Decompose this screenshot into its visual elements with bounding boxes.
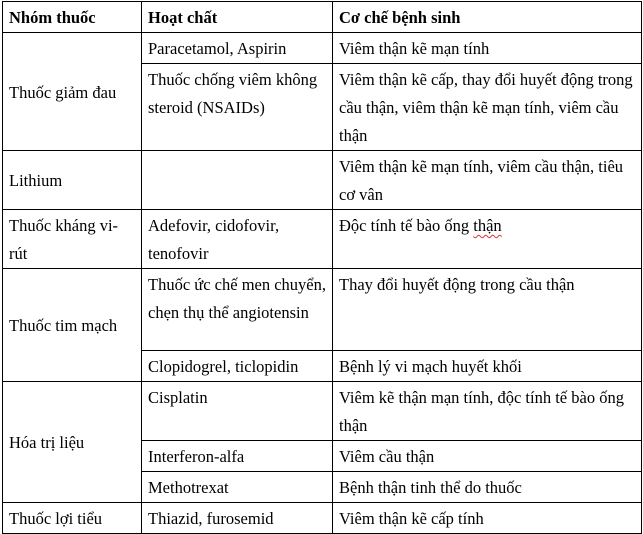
header-pathogenesis: Cơ chế bệnh sinh bbox=[333, 2, 642, 33]
ingredient-cell: Cisplatin bbox=[142, 382, 333, 441]
mechanism-cell: Thay đổi huyết động trong cầu thận bbox=[333, 269, 642, 351]
mechanism-text: Độc tính tế bào ống thận bbox=[339, 216, 502, 235]
mechanism-cell: Viêm cầu thận bbox=[333, 441, 642, 472]
group-name-cell: Hóa trị liệu bbox=[3, 382, 142, 503]
group-name-cell: Thuốc lợi tiểu bbox=[3, 503, 142, 534]
group-name-cell: Lithium bbox=[3, 151, 142, 210]
spellcheck-word: thận bbox=[473, 216, 502, 235]
table-row bbox=[3, 503, 642, 534]
mechanism-cell: Viêm thận kẽ mạn tính, viêm cầu thận, tiêu cơ vân bbox=[333, 151, 642, 210]
header-active-ingredient: Hoạt chất bbox=[142, 2, 333, 33]
mechanism-cell: Bệnh thận tinh thể do thuốc bbox=[333, 472, 642, 503]
group-name-cell: Thuốc giảm đau bbox=[3, 33, 142, 151]
table-row bbox=[3, 210, 642, 269]
drug-nephrotoxicity-table bbox=[2, 1, 642, 534]
mechanism-cell: Bệnh lý vi mạch huyết khối bbox=[333, 351, 642, 382]
ingredient-cell: Paracetamol, Aspirin bbox=[142, 33, 333, 64]
mechanism-cell: Viêm thận kẽ cấp tính bbox=[333, 503, 642, 534]
ingredient-cell: Thuốc ức chế men chuyển, chẹn thụ thể angiotensin bbox=[142, 269, 333, 351]
ingredient-cell: Thuốc chống viêm không steroid (NSAIDs) bbox=[142, 64, 333, 151]
table-header-row bbox=[3, 2, 642, 33]
group-name-cell: Thuốc kháng vi-rút bbox=[3, 210, 142, 269]
ingredient-cell: Methotrexat bbox=[142, 472, 333, 503]
header-drug-group: Nhóm thuốc bbox=[3, 2, 142, 33]
ingredient-cell: Adefovir, cidofovir, tenofovir bbox=[142, 210, 333, 269]
mechanism-cell: Viêm thận kẽ mạn tính bbox=[333, 33, 642, 64]
mechanism-cell: Viêm thận kẽ cấp, thay đổi huyết động trong cầu thận, viêm thận kẽ mạn tính, viêm cầu thận bbox=[333, 64, 642, 151]
mechanism-cell: Viêm kẽ thận mạn tính, độc tính tế bào ống thận bbox=[333, 382, 642, 441]
table-row bbox=[3, 33, 642, 64]
table-row bbox=[3, 151, 642, 210]
table-row bbox=[3, 382, 642, 441]
ingredient-cell: Thiazid, furosemid bbox=[142, 503, 333, 534]
ingredient-cell: Clopidogrel, ticlopidin bbox=[142, 351, 333, 382]
ingredient-cell: Interferon-alfa bbox=[142, 441, 333, 472]
group-name-cell: Thuốc tim mạch bbox=[3, 269, 142, 382]
table-row bbox=[3, 269, 642, 351]
mechanism-cell bbox=[333, 210, 642, 269]
ingredient-cell bbox=[142, 151, 333, 210]
